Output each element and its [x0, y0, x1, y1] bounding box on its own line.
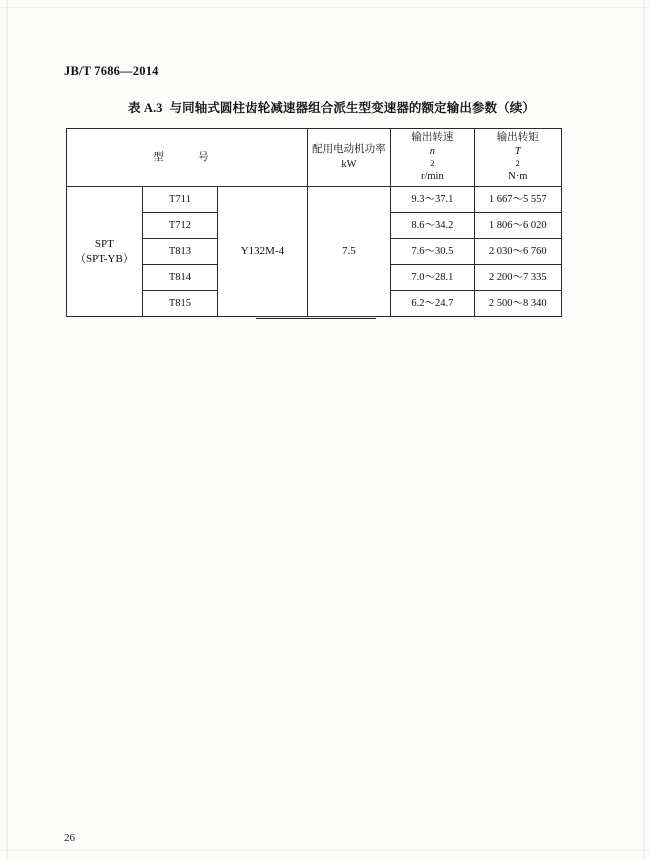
column-header-output-speed-line2: r/min [420, 171, 444, 183]
column-header-output-torque-line1: 输出转矩 T 2 [496, 132, 539, 169]
table-header [67, 129, 562, 187]
table-row [67, 187, 562, 213]
motor-model-cell: Y132M-4 [218, 187, 308, 317]
section-end-rule [256, 318, 376, 319]
output-torque-cell: 2 030～6 760 [474, 239, 561, 265]
output-torque-cell: 1 667～5 557 [474, 187, 561, 213]
table-body [67, 187, 562, 317]
table-caption [128, 98, 535, 116]
series-name-line2: （SPT-YB） [74, 252, 134, 265]
column-header-motor-power-line1: 配用电动机功率 [312, 144, 386, 156]
output-speed-cell: 7.0～28.1 [391, 265, 474, 291]
column-header-motor-power-line2: kW [341, 158, 357, 170]
column-header-motor-power [307, 129, 390, 187]
output-speed-cell: 7.6～30.5 [391, 239, 474, 265]
standard-code-header: JB/T 7686—2014 [64, 64, 159, 78]
output-speed-cell: 8.6～34.2 [391, 213, 474, 239]
table-header-row [67, 129, 562, 187]
table-caption-title: 与同轴式圆柱齿轮减速器组合派生型变速器的额定输出参数（续） [169, 101, 535, 115]
series-name-cell [67, 187, 143, 317]
series-name-line1: SPT [94, 237, 114, 250]
output-speed-cell: 6.2～24.7 [391, 291, 474, 317]
model-cell: T814 [142, 265, 217, 291]
motor-power-cell: 7.5 [307, 187, 390, 317]
output-torque-cell: 1 806～6 020 [474, 213, 561, 239]
model-cell: T711 [142, 187, 217, 213]
output-torque-cell: 2 200～7 335 [474, 265, 561, 291]
model-cell: T813 [142, 239, 217, 265]
column-header-model-label: 型 号 [153, 151, 221, 163]
column-header-output-speed-line1: 输出转速 n 2 [411, 132, 454, 169]
model-cell: T815 [142, 291, 217, 317]
column-header-output-torque-line2: N·m [508, 171, 528, 183]
scan-edge-bottom [0, 850, 650, 851]
column-header-output-speed [391, 129, 474, 187]
model-cell: T712 [142, 213, 217, 239]
scan-edge-right [643, 0, 645, 860]
scan-edge-top [0, 7, 650, 8]
column-header-model [67, 129, 308, 187]
table-caption-number: 表 A.3 [128, 101, 163, 115]
page-number: 26 [64, 832, 75, 844]
rated-output-parameters-table [66, 128, 562, 317]
output-torque-cell: 2 500～8 340 [474, 291, 561, 317]
output-speed-cell: 9.3～37.1 [391, 187, 474, 213]
column-header-output-torque [474, 129, 561, 187]
scan-edge-left [6, 0, 8, 860]
